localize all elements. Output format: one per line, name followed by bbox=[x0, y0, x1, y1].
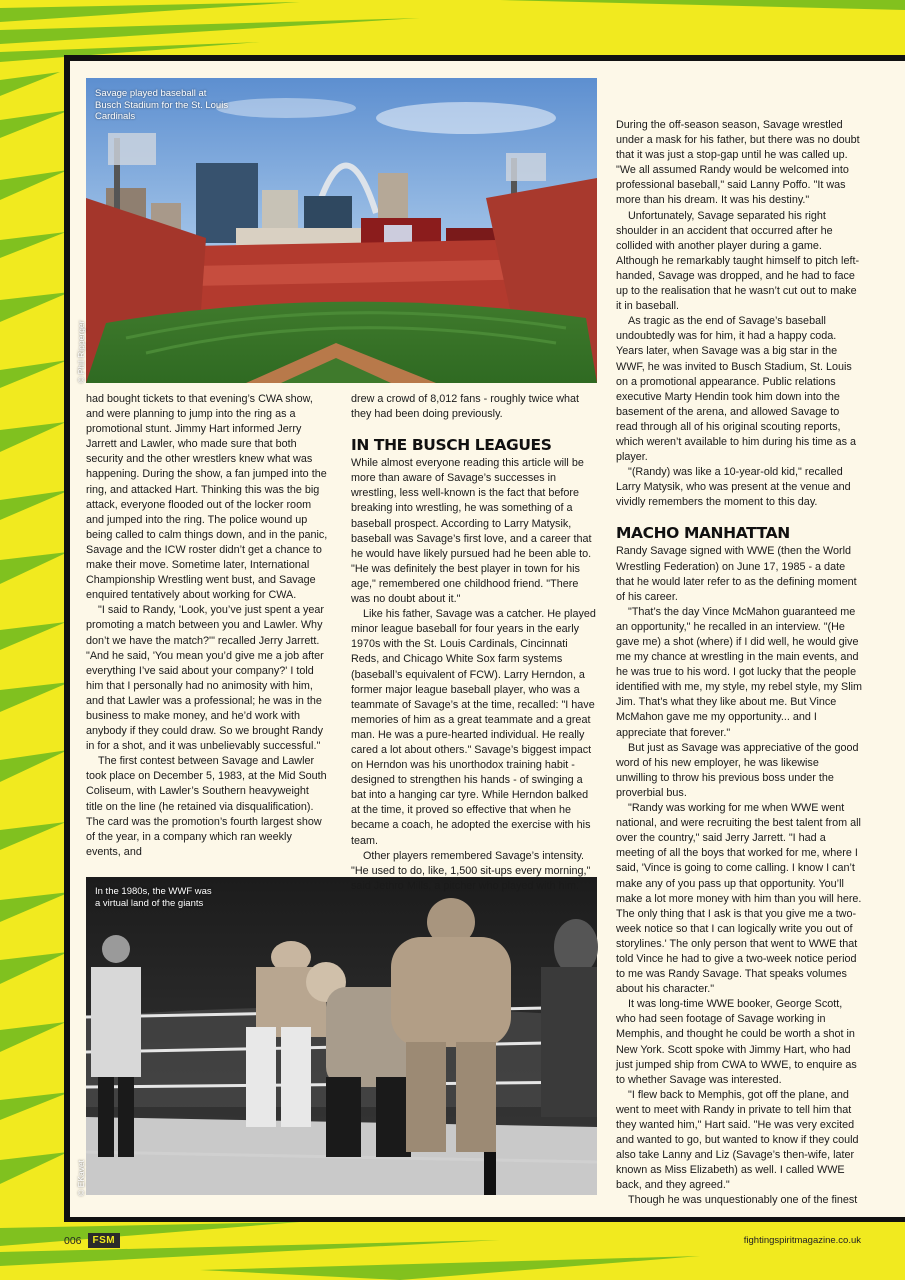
article-column-1 bbox=[86, 392, 328, 872]
col3-paragraph: "(Randy) was like a 10-year-old kid," recalled Larry Matysik, who was present at the venue and vividly remembers the moment to this day. bbox=[616, 466, 851, 509]
stadium-photo bbox=[86, 78, 597, 383]
col3-paragraph: Unfortunately, Savage separated his right shoulder in an accident that occurred after he collided with another player during a game. Although he remarkably taught himself to pitch left-handed, Savage was dropped, and he had to face up to the realisation that he wasn’t cut out to make it in baseball. bbox=[616, 209, 860, 313]
col2-paragraph: Other players remembered Savage’s intensity. "He used to do, like, 1,500 sit-ups every morning," said Jethro Mills, a pitcher who played with him. bbox=[351, 849, 591, 892]
wrestling-photo-credit: © EKavet bbox=[76, 1159, 86, 1196]
stadium-photo-credit: © Phil Ripperger bbox=[76, 320, 86, 383]
page-number: 006 bbox=[64, 1234, 82, 1247]
stadium-photo-caption: Savage played baseball at Busch Stadium for the St. Louis Cardinals bbox=[95, 88, 229, 122]
col3-paragraph: It was long-time WWE booker, George Scott, who had seen footage of Savage working in Memphis, and thought he could be worth a shot in New York. Scott spoke with Jimmy Hart, who had just jumped ship from CWA to WWE, to enquire as to whether Savage was interested. bbox=[616, 998, 857, 1086]
col3-paragraph: As tragic as the end of Savage’s baseball undoubtedly was for him, it had a happy coda. Years later, when Savage was a big star in the WWF, he was invited to Busch Stadium, St. Louis on a promotional appearance. Public relations executive Marty Hendin took him down into the basement of the arena, and allowed Savage to read through all of his original scouting reports, which weren’t available to him during his time as a player. bbox=[616, 315, 857, 464]
col3-paragraph: Though he was unquestionably one of the finest bbox=[628, 1194, 858, 1207]
article-column-2 bbox=[351, 392, 597, 892]
col2-paragraph: Like his father, Savage was a catcher. He played minor league baseball for four years in the early 1970s with the St. Louis Cardinals, Cincinnati Reds, and Chicago White Sox farm systems (baseball’s equivalent of FCW). Larry Herndon, a former major league baseball player, who was a teammate of Savage’s at the time, recalled: "I have memories of him as a great teammate and a great man. He was a pure-hearted individual. He really cared a lot about others." Savage’s biggest impact on Herndon was his unorthodox training habit - designed to strengthen his hands - of swinging a bat into a hanging car tyre. While Herndon balked at the time, it proved so effective that when he became a coach, he adopted the exercise with his team. bbox=[351, 608, 596, 847]
col3-paragraph: "I flew back to Memphis, got off the plane, and went to meet with Randy in private to tell him that they wanted him," Hart said. "He was very excited and wanted to go, but wanted to know if they could also take Lanny and Liz (Savage’s then-wife, later known as Miss Elizabeth) as well. I called WWE back, and they agreed." bbox=[616, 1088, 859, 1192]
fsm-logo: FSM bbox=[88, 1233, 121, 1248]
section-heading-busch-leagues: IN THE BUSCH LEAGUES bbox=[351, 436, 552, 455]
col1-paragraph: "I said to Randy, 'Look, you’ve just spent a year promoting a match between you and Lawler. Why don’t we have the match?'" recalled Jerry Jarrett. "And he said, 'You mean you’d give me a job after everything I’ve said about your company?' I told him that I personally had no animosity with him, and that Lawler was a professional; he was in the business to make money, and he’d work with anybody if they could draw. So we brought Randy in for a shot, and it was unbelievably successful." bbox=[86, 604, 324, 753]
website-url: fightingspiritmagazine.co.uk bbox=[743, 1235, 861, 1246]
col3-paragraph: But just as Savage was appreciative of the good word of his new employer, he was likewise unwilling to throw his previous boss under the proverbial bus. bbox=[616, 741, 859, 799]
col1-paragraph: had bought tickets to that evening’s CWA show, and were planning to jump into the ring as a promotional stunt. Jimmy Hart informed Jerry Jarrett and Lawler, who made sure that both security and the other wrestlers knew what was happening. During the show, a fan jumped into the ring, and attacked Hart. Thinking this was the big attack, everyone flooded out of the locker room and jumped into the ring. The police wound up being called to calm things down, and in the panic, Savage and the ICW roster didn’t get a chance to make their move. Sometime later, International Championship Wrestling went bust, and Savage enquired tentatively about working for CWA. bbox=[86, 393, 328, 602]
col2-intro: drew a crowd of 8,012 fans - roughly twice what they had been doing previously. bbox=[351, 393, 580, 421]
col1-paragraph: The first contest between Savage and Lawler took place on December 5, 1983, at the Mid South Coliseum, with Lawler’s Southern heavyweight title on the line (he retained via disqualification). The card was the promotion’s fourth largest show of the year, in a company which ran weekly events, and bbox=[86, 755, 327, 858]
wrestling-photo bbox=[86, 877, 597, 1195]
wrestling-photo-caption: In the 1980s, the WWF was a virtual land of the giants bbox=[95, 886, 212, 909]
section-heading-macho-manhattan: MACHO MANHATTAN bbox=[616, 524, 790, 543]
col3-paragraph: During the off-season season, Savage wrestled under a mask for his father, but there was no doubt that it was just a stop-gap until he was called up. "We all assumed Randy would be welcomed into professional baseball," said Lanny Poffo. "It was more than his dream. It was his destiny." bbox=[616, 119, 860, 207]
col2-paragraph: While almost everyone reading this article will be more than aware of Savage’s successes in wrestling, less well-known is the fact that before breaking into wrestling, he was something of a baseball prospect. According to Larry Matysik, baseball was Savage’s first love, and a career that he would have likely pursued had he been able to. "He was definitely the best player in town for his age," remembered one childhood friend. "There was no doubt about it." bbox=[351, 457, 592, 606]
col3-paragraph: "Randy was working for me when WWE went national, and were recruiting the best talent from all over the country," said Jerry Jarrett. "I had a meeting of all the boys that worked for me, where I said, 'Vince is going to come calling. I know I can’t make any of you pass up that opportunity. You’ll make a lot more money with him than you will here. The only thing that I ask is that you give me a two-week notice so that I can logically write you out of storylines.' The only person that went to WWE that told Vince he had to give a two-week notice period to me was Randy Savage. That speaks volumes about his character." bbox=[616, 802, 862, 996]
page-footer-left bbox=[64, 1233, 120, 1248]
article-column-3 bbox=[616, 118, 862, 1207]
col3-paragraph: "That’s the day Vince McMahon guaranteed me an opportunity," he recalled in an interview. "(He gave me) a shot (where) if I did well, he would give me my chance at wrestling in the main events, and he was true to his word. I got lucky that the people identified with me, my style, my rebel style, my Slim Jim. That’s what they like about me. But Vince McMahon gave me my opportunity... and I appreciate that forever." bbox=[616, 605, 862, 739]
col3-paragraph: Randy Savage signed with WWE (then the World Wrestling Federation) on June 17, 1985 - a date that he would later refer to as the defining moment of his career. bbox=[616, 545, 857, 603]
